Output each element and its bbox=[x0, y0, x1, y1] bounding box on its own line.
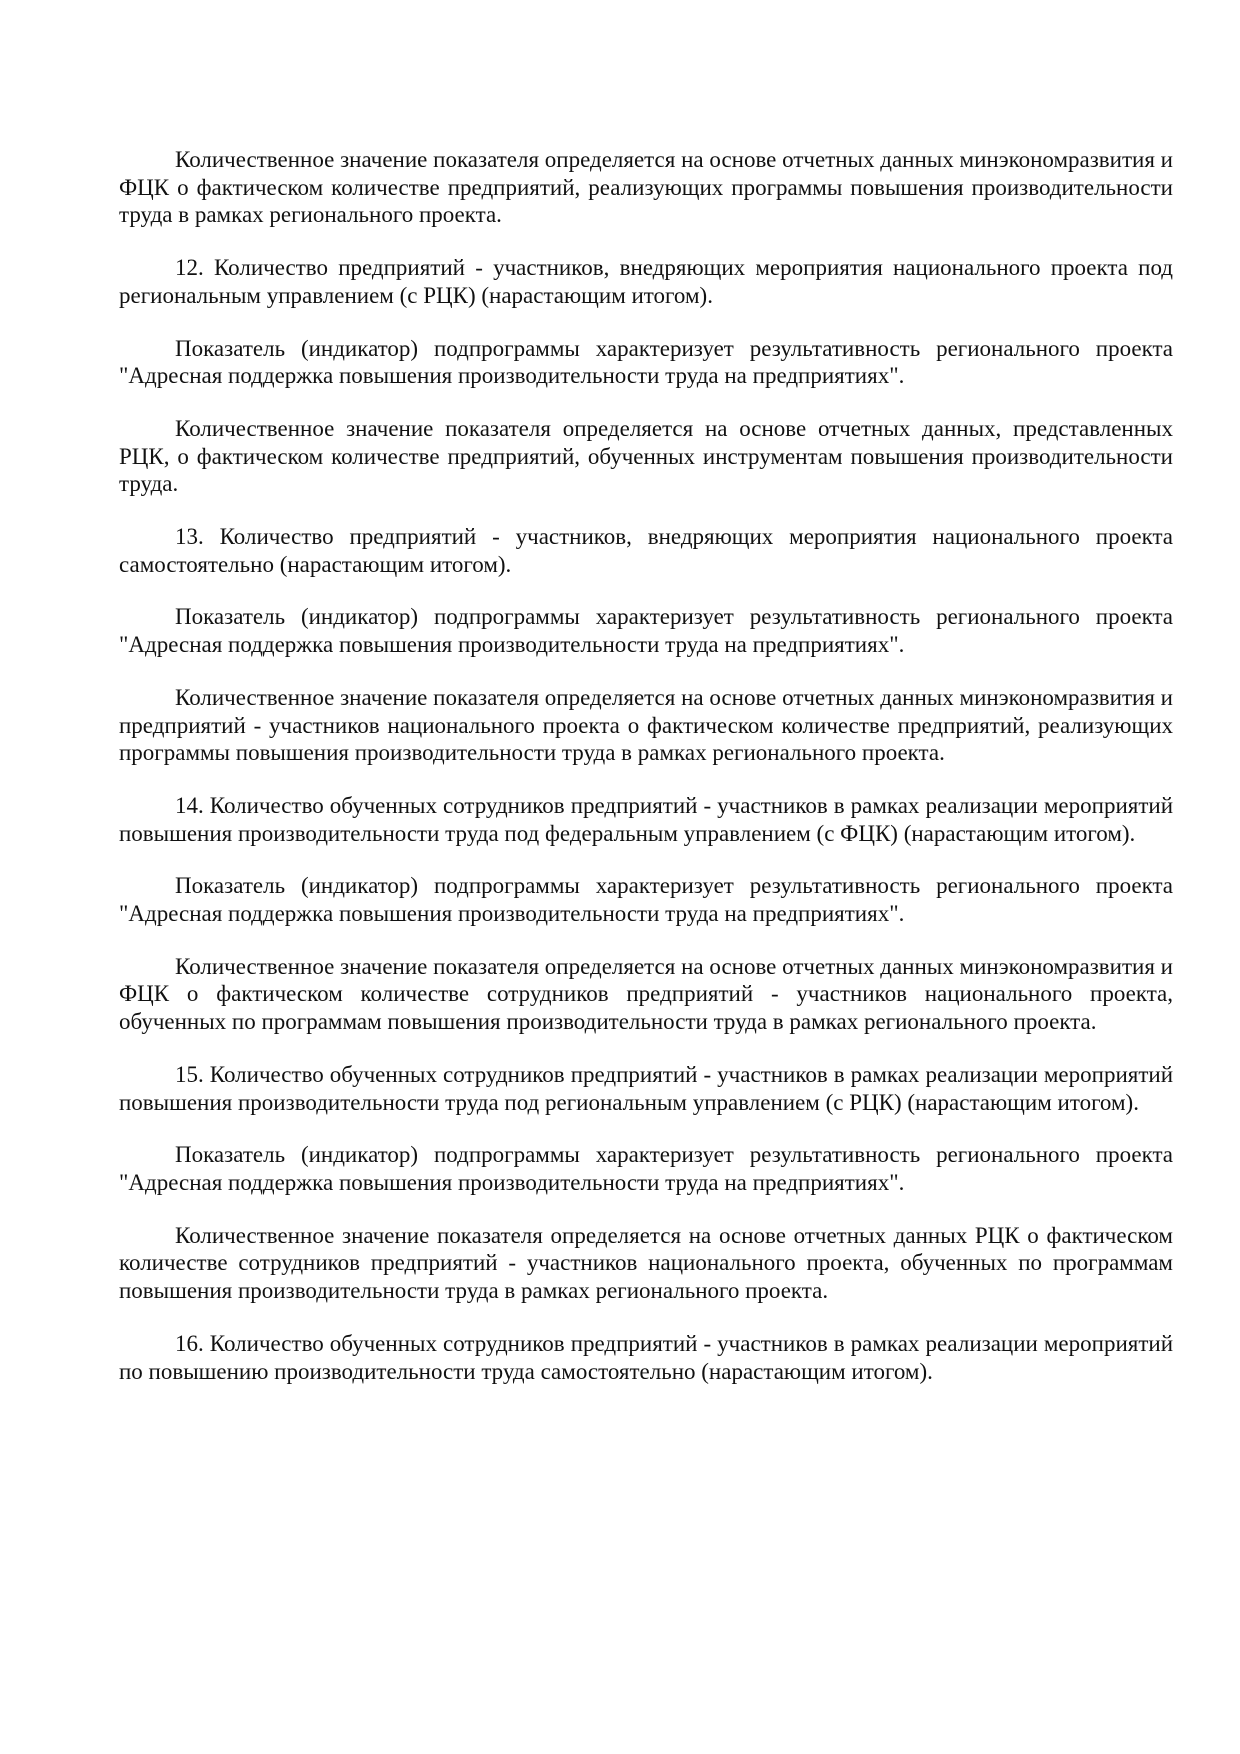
paragraph-12: Показатель (индикатор) подпрограммы характеризует результативность регионального проекта "Адресная поддержка повышения производительности труда на предприятиях". bbox=[119, 1142, 1173, 1195]
paragraph-9: Показатель (индикатор) подпрограммы характеризует результативность регионального проекта "Адресная поддержка повышения производительности труда на предприятиях". bbox=[119, 873, 1173, 927]
paragraph-item-15-title: 15. Количество обученных сотрудников предприятий - участников в рамках реализации мероприятий повышения производительности труда под региональным управлением (с РЦК) (нарастающим итогом). bbox=[119, 1061, 1173, 1115]
paragraph-7: Количественное значение показателя определяется на основе отчетных данных минэкономразвития и предприятий - участников национального проекта о фактическом количестве предприятий, реализующих программы повышения производительности труда в рамках регионального проекта. bbox=[119, 684, 1173, 766]
paragraph-6: Показатель (индикатор) подпрограммы характеризует результативность регионального проекта "Адресная поддержка повышения производительности труда на предприятиях". bbox=[119, 604, 1173, 658]
paragraph-4: Количественное значение показателя определяется на основе отчетных данных, представленных РЦК, о фактическом количестве предприятий, обученных инструментам повышения производительности труда. bbox=[119, 415, 1173, 497]
paragraph-item-14-title: 14. Количество обученных сотрудников предприятий - участников в рамках реализации мероприятий повышения производительности труда под федеральным управлением (с ФЦК) (нарастающим итогом). bbox=[119, 792, 1173, 846]
paragraph-10: Количественное значение показателя определяется на основе отчетных данных минэкономразвития и ФЦК о фактическом количестве сотрудников предприятий - участников национального проекта, обученных по программам повышения производительности труда в рамках регионального проекта. bbox=[119, 953, 1173, 1035]
paragraph-item-12-title: 12. Количество предприятий - участников, внедряющих мероприятия национального проекта под региональным управлением (с РЦК) (нарастающим итогом). bbox=[119, 255, 1173, 308]
paragraph-item-13-title: 13. Количество предприятий - участников, внедряющих мероприятия национального проекта самостоятельно (нарастающим итогом). bbox=[119, 524, 1173, 577]
paragraph-13: Количественное значение показателя определяется на основе отчетных данных РЦК о фактическом количестве сотрудников предприятий - участников национального проекта, обученных по программам повышения производительности труда в рамках регионального проекта. bbox=[119, 1222, 1173, 1304]
paragraph-1: Количественное значение показателя определяется на основе отчетных данных минэкономразвития и ФЦК о фактическом количестве предприятий, реализующих программы повышения производительности труда в рамках регионального проекта. bbox=[119, 147, 1173, 228]
document-page bbox=[119, 146, 1173, 1410]
paragraph-item-16-title: 16. Количество обученных сотрудников предприятий - участников в рамках реализации мероприятий по повышению производительности труда самостоятельно (нарастающим итогом). bbox=[119, 1330, 1173, 1384]
paragraph-3: Показатель (индикатор) подпрограммы характеризует результативность регионального проекта "Адресная поддержка повышения производительности труда на предприятиях". bbox=[119, 335, 1173, 389]
